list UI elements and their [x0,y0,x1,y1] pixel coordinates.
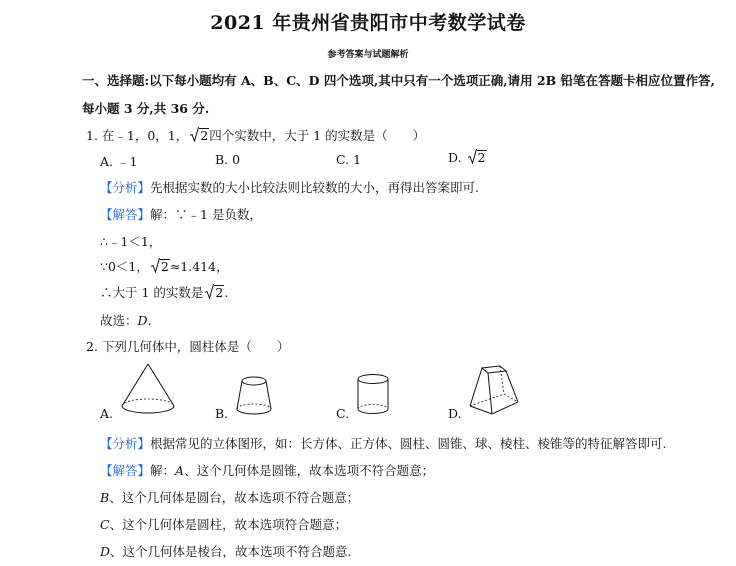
section-instructions-line2: 每小题 3 分,共 36 分. [82,101,210,116]
page-title: 2021 年贵州省贵阳市中考数学试卷 [210,12,526,34]
q1-step-2: ∵0＜1， 2≈1.414， [100,259,229,274]
analysis-text: 根据常见的立体图形，如：长方体、正方体、圆柱、圆锥、球、棱柱、棱锥等的特征解答即可. [150,436,667,451]
q2-explain-d: D、这个几何体是棱台，故本选项不符合题意. [100,544,352,559]
q1-option-a: A. ﹣1 [100,154,138,169]
q2-explain-b: B、这个几何体是圆台，故本选项不符合题意； [100,490,360,505]
analysis-tag: 【分析】 [100,436,151,451]
q2-answer: 【解答】解：A、这个几何体是圆锥，故本选项不符合题意； [100,463,435,478]
question-1-stem-pre: 1. 在﹣1，0，1， [86,128,189,143]
q2-option-a-label: A. [100,406,114,421]
cylinder-figure [353,372,393,418]
q1-option-c: C. 1 [336,152,362,167]
q1-choose: 故选：D. [100,313,152,328]
frustum-figure [232,374,276,418]
q2-option-c-label: C. [336,406,350,421]
q1-step-1: ∴﹣1＜1， [100,234,162,249]
q1-option-b: B. 0 [215,152,241,167]
q1-answer [100,205,262,223]
q1-analysis [100,178,479,196]
analysis-tag: 【分析】 [100,180,151,195]
sqrt-2: 2 [190,128,209,143]
sqrt-2: 2 [151,259,170,274]
q2-analysis [100,434,667,452]
analysis-text: 先根据实数的大小比较法则比较数的大小，再得出答案即可. [150,180,479,195]
page-subtitle: 参考答案与试题解析 [327,50,409,60]
section-instructions-line1: 一、选择题:以下每小题均有 A、B、C、D 四个选项,其中只有一个选项正确,请用 2B 铅笔在答题卡相应位置作答, [82,73,715,88]
cone-figure [118,362,178,418]
sqrt-2: 2 [205,285,224,300]
q2-option-b-label: B. [215,406,229,421]
q1-option-d [448,150,487,165]
answer-tag: 【解答】 [100,207,151,222]
q1-step-3: ∴大于 1 的实数是 2. [100,285,229,300]
answer-text: 解：∵﹣1 是负数， [150,207,262,222]
question-1-stem [86,126,425,144]
pyramid-frustum-figure [466,362,522,418]
q1-option-d-label: D. [448,150,462,165]
answer-tag: 【解答】 [100,463,151,478]
question-2-stem: 2. 下列几何体中，圆柱体是（ ） [86,339,290,354]
question-1-stem-post: 四个实数中，大于 1 的实数是（ ） [209,128,426,143]
q2-option-d-label: D. [448,406,462,421]
sqrt-2: 2 [468,150,487,165]
q2-explain-c: C、这个几何体是圆柱，故本选项符合题意； [100,517,348,532]
